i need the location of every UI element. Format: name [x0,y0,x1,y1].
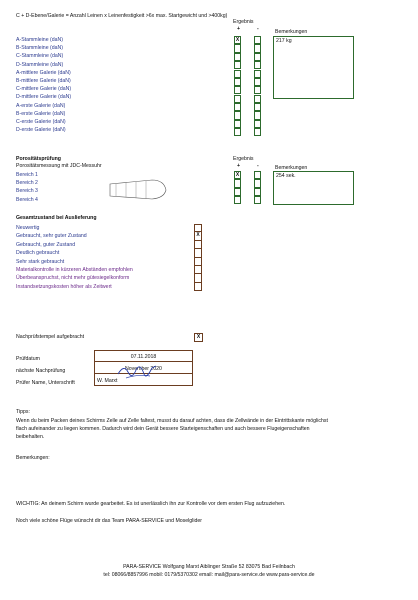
condition-checkbox-column [194,224,202,291]
row-label: C-mittlere Galerie (daN) [16,86,72,93]
warning-text: WICHTIG: An deinem Schirm wurde gearbeitet. Es ist unerlässlich ihn zur Kontrolle vor dem ersten Flug aufzuziehen. [16,501,286,507]
tipps-line-2: flach aufeinander zu liegen kommen. Dadurch wird dein Gerät bessere Starteigenschaften und auch bessere Flugeigenschaften [16,426,310,432]
plus-checkbox[interactable] [234,196,241,204]
porosity-plus-header: + [237,163,241,169]
porosity-remark-text: 254 sek. [276,173,296,179]
footer-contact: tel: 08066/8857996 mobil: 0179/5370302 email: mail@para-service.de www.para-service.de [103,572,315,578]
condition-label: Sehr stark gebraucht [16,258,65,265]
pruefer-label: Prüfer Name, Unterschrift [16,380,75,386]
condition-label: Überbeanspruchst, nicht mehr gütesiegelkonform [16,275,130,282]
row-label: A-Stammleine (daN) [16,37,63,43]
minus-checkbox[interactable] [254,179,261,187]
plus-checkbox[interactable] [234,61,241,69]
minus-checkbox[interactable] [254,103,261,111]
bemerkungen-footer-label: Bemerkungen: [16,455,50,461]
prufdatum-value: 07.11.2018 [130,354,157,360]
minus-checkbox[interactable] [254,95,261,103]
next-inspection-value: November 2020 [125,366,162,372]
minus-checkbox[interactable] [254,196,261,204]
porosity-gauge-diagram [108,172,170,206]
plus-checkbox[interactable] [234,103,241,111]
condition-checkbox[interactable] [194,266,202,274]
plus-checkbox[interactable] [234,179,241,187]
plus-checkbox[interactable] [234,53,241,61]
minus-checkbox[interactable] [254,61,261,69]
row-label: B-Stammleine (daN) [16,45,63,52]
porosity-bemerkungen-label: Bemerkungen [275,165,308,171]
row-label: Bereich 1 [16,172,38,178]
tipps-title: Tipps: [16,409,30,415]
closing-text: Noch viele schöne Flüge wünscht dir das Team PARA-SERVICE und Moselglider [16,518,202,524]
minus-checkbox[interactable] [254,36,261,44]
row-label: C-Stammleine (daN) [16,53,64,60]
minus-checkbox[interactable] [254,70,261,78]
condition-label: Gebraucht, guter Zustand [16,241,76,248]
porosity-subtitle: Porositätsmessung mit JDC-Messuhr [16,163,102,169]
minus-checkbox[interactable] [254,171,261,179]
minus-checkbox[interactable] [254,111,261,119]
condition-label: Deutlich gebraucht [16,250,60,257]
porosity-minus-column [254,171,261,205]
row-label: Bereich 4 [16,196,38,203]
condition-checkbox[interactable] [194,241,202,249]
pruefer-value: W. Marxt [97,378,118,384]
plus-header: + [237,26,241,32]
lines-minus-column [254,36,261,137]
plus-checkbox[interactable]: X [235,172,240,178]
condition-label: Neuwertig [16,225,40,231]
condition-checkbox[interactable] [194,283,202,291]
row-label: A-erste Galerie (daN) [16,102,66,109]
condition-checkbox[interactable] [194,274,202,282]
minus-checkbox[interactable] [254,78,261,86]
plus-checkbox[interactable]: X [235,37,240,43]
plus-checkbox[interactable] [234,70,241,78]
lines-labels [16,36,71,134]
plus-checkbox[interactable] [234,95,241,103]
tipps-line-3: beibehalten. [16,434,45,440]
row-label: B-erste Galerie (daN) [16,110,66,117]
row-label: B-mittlere Galerie (daN) [16,77,71,84]
condition-label: Instandsetzungskosten höher als Zeitwert [16,283,112,290]
plus-checkbox[interactable] [234,111,241,119]
condition-checkbox[interactable]: X [194,232,202,240]
row-label: A-mittlere Galerie (daN) [16,69,71,76]
tipps-line-1: Wenn du beim Packen deines Schirms Zelle auf Zelle faltest, musst du darauf achten, dass die Zellwände in der Eintrittskante möglichst [16,418,328,424]
minus-checkbox[interactable] [254,44,261,52]
minus-checkbox[interactable] [254,53,261,61]
row-label: D-erste Galerie (daN) [16,127,66,134]
next-inspection-label: nächste Nachprüfung [16,368,66,374]
stamp-label: Nachprüfstempel aufgebracht [16,334,85,340]
porosity-minus-header: - [257,163,259,169]
plus-checkbox[interactable] [234,188,241,196]
row-label: D-mittlere Galerie (daN) [16,94,72,101]
row-label: C-erste Galerie (daN) [16,118,66,125]
condition-label: Materialkontrolle in kürzeren Abständen empfohlen [16,266,133,273]
minus-checkbox[interactable] [254,86,261,94]
row-label: Bereich 2 [16,180,38,187]
row-label: Bereich 3 [16,188,38,195]
minus-header: - [257,26,259,32]
minus-checkbox[interactable] [254,188,261,196]
signature [116,360,160,384]
porosity-title: Porositätsprüfung [16,156,61,162]
condition-checkbox[interactable] [194,224,202,232]
porosity-labels [16,171,38,204]
footer-address: PARA-SERVICE Wolfgang Marxt Aiblinger Straße 52 83075 Bad Feilnbach [123,564,295,570]
bemerkungen-label: Bemerkungen [275,29,308,35]
minus-checkbox[interactable] [254,120,261,128]
ergebnis-label: Ergebnis [233,19,254,25]
plus-checkbox[interactable] [234,44,241,52]
stamp-checkbox[interactable]: X [194,333,203,342]
lines-remarks-box[interactable] [273,36,354,99]
lines-remark-text: 217 kg [276,38,292,44]
prufdatum-label: Prüfdatum [16,356,40,362]
porosity-remarks-box[interactable] [273,171,354,205]
plus-checkbox[interactable] [234,128,241,136]
lines-plus-column [234,36,241,137]
condition-labels [16,224,133,291]
porosity-plus-column [234,171,241,205]
header-formula: C + D-Ebene/Galerie = Anzahl Leinen x Leinenfestigkeit >6x max. Startgewicht und >400kg) [16,13,228,19]
plus-checkbox[interactable] [234,86,241,94]
porosity-ergebnis-label: Ergebnis [233,156,254,162]
row-label: D-Stammleine (daN) [16,61,64,68]
condition-label: Gebraucht, sehr guter Zustand [16,233,87,240]
minus-checkbox[interactable] [254,128,261,136]
condition-checkbox[interactable] [194,258,202,266]
plus-checkbox[interactable] [234,78,241,86]
plus-checkbox[interactable] [234,120,241,128]
condition-title: Gesamtzustand bei Auslieferung [16,215,97,221]
condition-checkbox[interactable] [194,249,202,257]
